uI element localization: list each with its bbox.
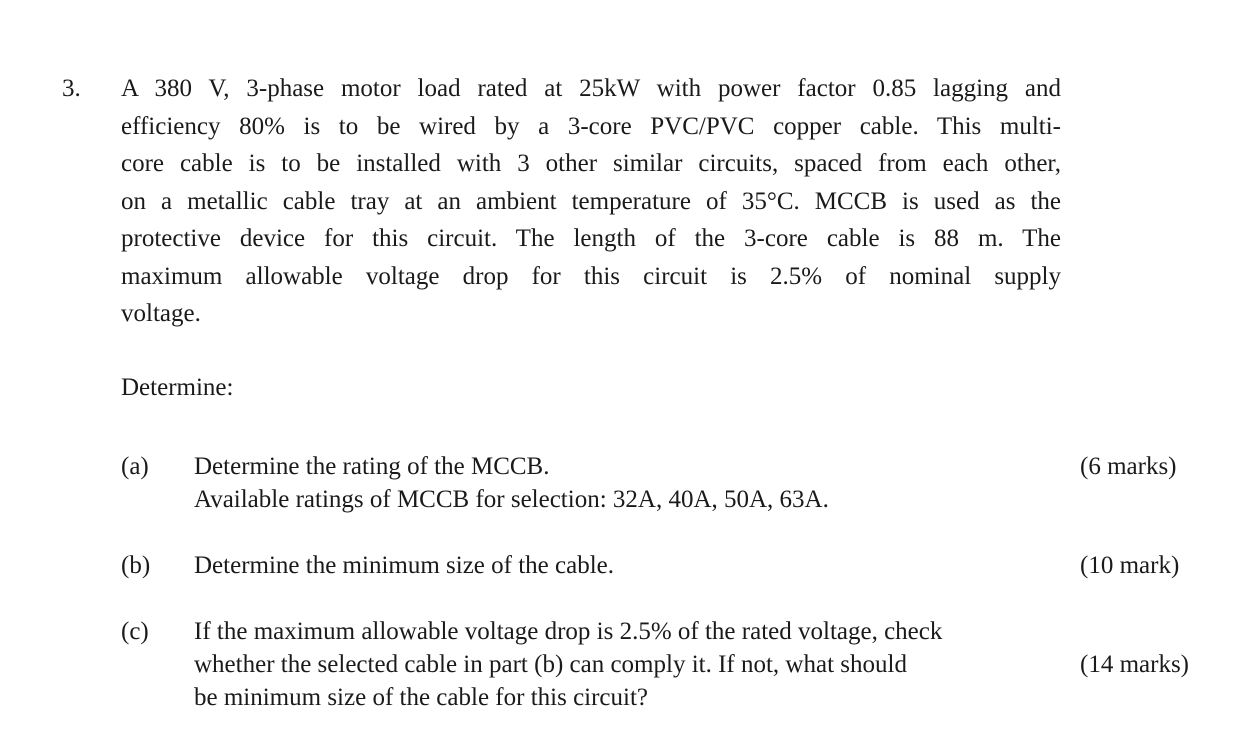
question-line: protective device for this circuit. The length of the 3-core cable is 88 m. The [121, 225, 1061, 252]
part-c-line: If the maximum allowable voltage drop is 2.5% of the rated voltage, check [194, 618, 943, 645]
question-line: core cable is to be installed with 3 other similar circuits, spaced from each other, [121, 150, 1061, 177]
question-line: voltage. [121, 300, 201, 327]
part-c-text [194, 615, 942, 714]
question-line: on a metallic cable tray at an ambient temperature of 35°C. MCCB is used as the [121, 187, 1061, 215]
determine-heading: Determine: [121, 374, 234, 401]
part-a-label: (a) [121, 453, 149, 480]
part-c-line: be minimum size of the cable for this circuit? [194, 684, 649, 711]
part-b-line: Determine the minimum size of the cable. [194, 552, 614, 579]
part-c-line: whether the selected cable in part (b) can comply it. If not, what should [194, 651, 907, 678]
question-line: efficiency 80% is to be wired by a 3-core PVC/PVC copper cable. This multi- [121, 112, 1061, 140]
part-c-marks: (14 marks) [1080, 651, 1189, 678]
part-a-line: Determine the rating of the MCCB. [194, 453, 550, 480]
question-body [121, 70, 1061, 333]
part-c-label: (c) [121, 618, 149, 645]
part-b-marks: (10 mark) [1080, 552, 1180, 579]
question-number: 3. [62, 75, 81, 102]
part-a-marks: (6 marks) [1080, 453, 1177, 480]
part-b-label: (b) [121, 552, 151, 579]
part-b-text [194, 549, 614, 582]
part-a-line: Available ratings of MCCB for selection: 32A, 40A, 50A, 63A. [194, 486, 829, 513]
question-line: maximum allowable voltage drop for this circuit is 2.5% of nominal supply [121, 262, 1061, 290]
question-line: A 380 V, 3-phase motor load rated at 25kW with power factor 0.85 lagging and [121, 75, 1061, 102]
part-a-text [194, 450, 829, 516]
